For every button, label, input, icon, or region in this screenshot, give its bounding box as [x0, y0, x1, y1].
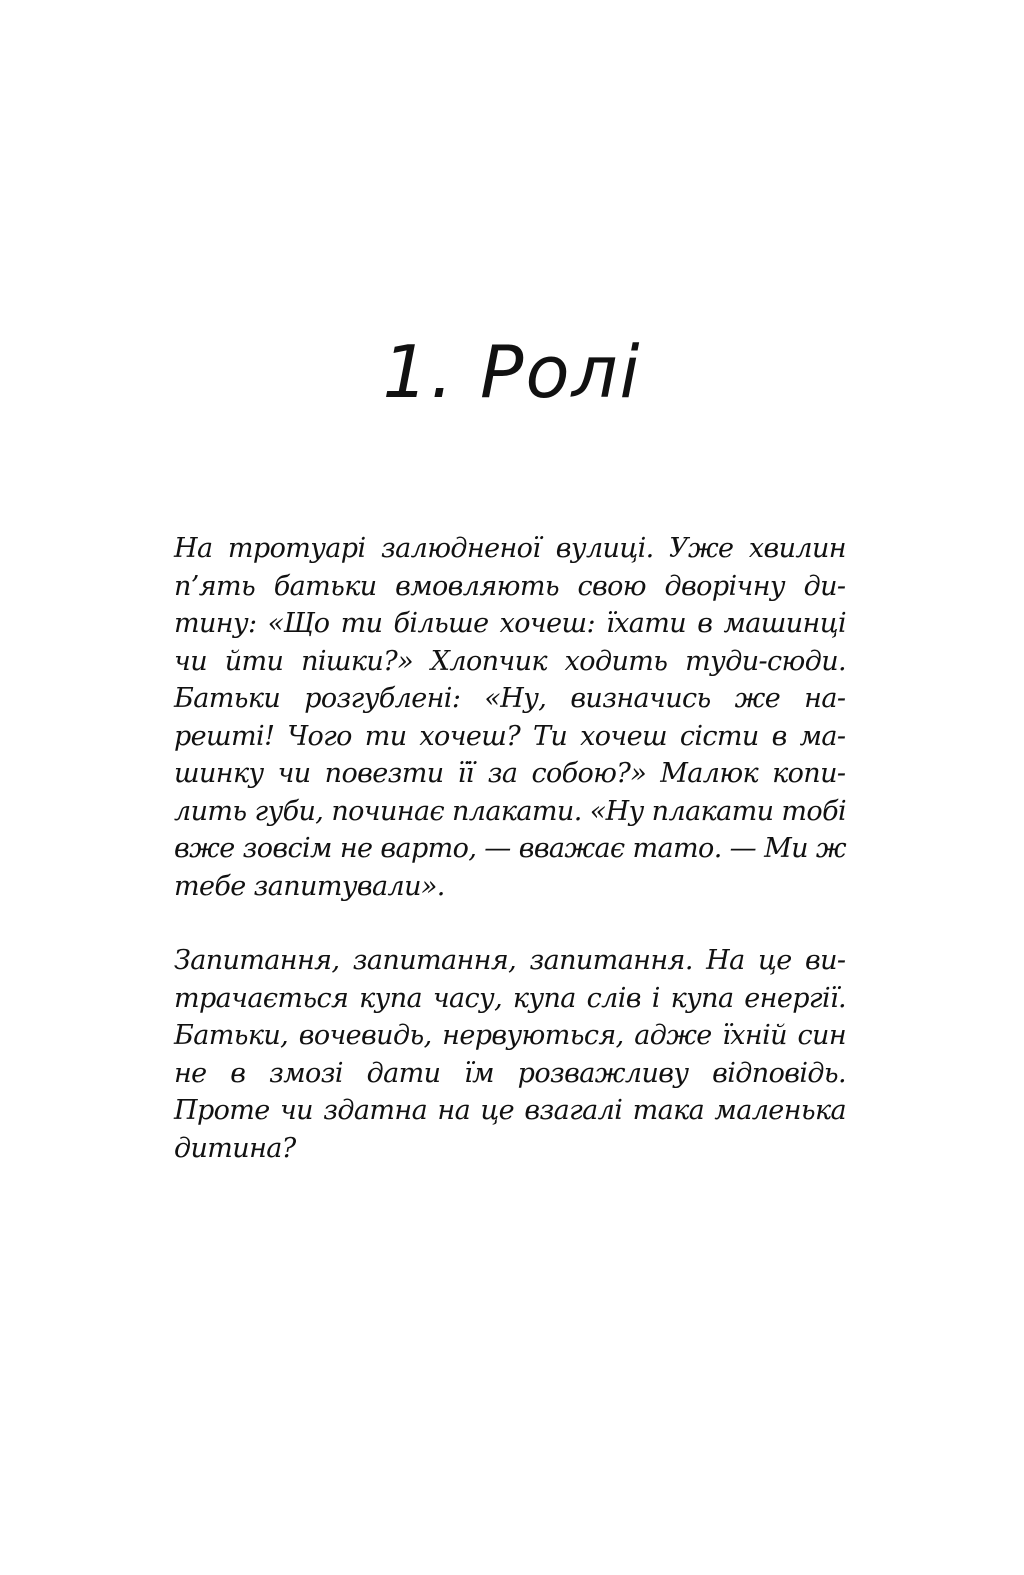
paragraph-2: Запитання, запитання, запитання. На це витрачається купа часу, купа слів і купа енергії. Батьки, вочевидь, нервуються, адже їхній син не в змозі дати їм розважливу відповідь. Проте чи здатна на це взагалі така маленька дитина?	[174, 945, 846, 1164]
paragraph-1: На тротуарі залюдненої вулиці. Уже хвилин п’ять батьки вмовляють свою дворічну дитину: «Що ти більше хочеш: їхати в машинці чи йти пішки?» Хлопчик ходить туди-сюди. Батьки розгублені: «Ну, визначись же нарешті! Чого ти хочеш? Ти хочеш сісти в машинку чи повезти її за собою?» Малюк копилить губи, починає плакати. «Ну плакати тобі вже зовсім не варто, — вважає тато. — Ми ж тебе запитували».	[174, 533, 846, 902]
chapter-title: 1. Ролі	[382, 330, 642, 414]
chapter-body	[174, 530, 846, 1167]
